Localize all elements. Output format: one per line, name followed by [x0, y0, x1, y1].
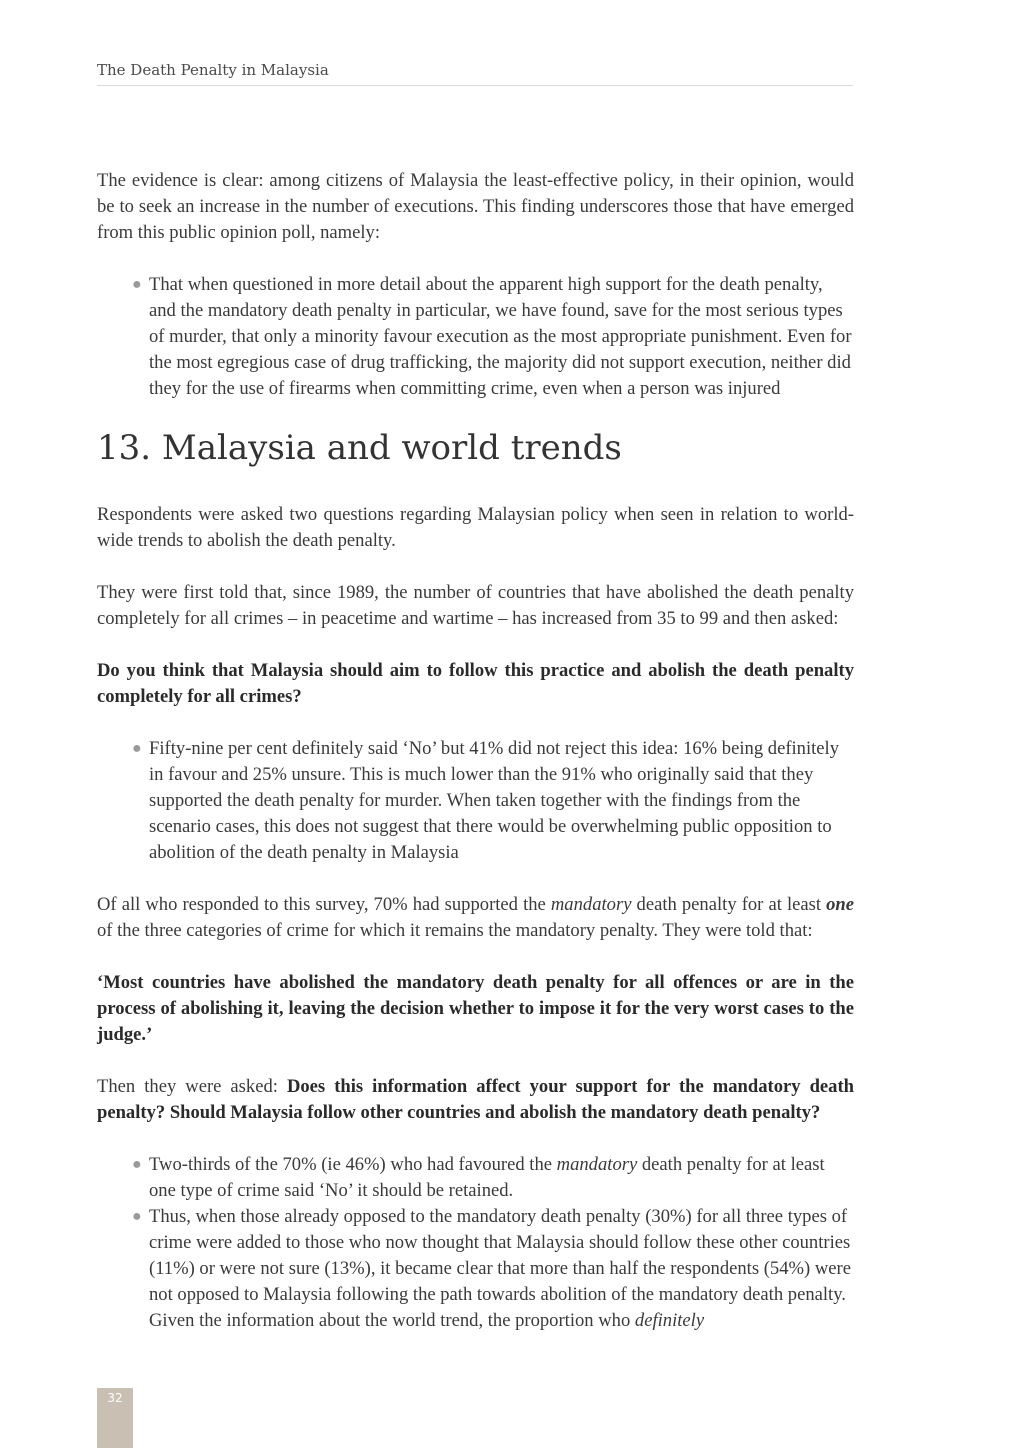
list-item: [132, 736, 854, 866]
text-run: Of all who responded to this survey, 70% had supported the: [97, 894, 551, 915]
running-header: The Death Penalty in Malaysia: [97, 61, 853, 86]
survey-question-2: Does this information affect your support for the mandatory death penalty? Should Malaysia follow other countries and abolish the mandatory death penalty?: [97, 1076, 854, 1123]
intro-paragraph: The evidence is clear: among citizens of Malaysia the least-effective policy, in their opinion, would be to seek an increase in the number of executions. This finding underscores those that have emerged from this public opinion poll, namely:: [97, 170, 854, 243]
section-paragraph-2: They were first told that, since 1989, the number of countries that have abolished the death penalty completely for all crimes – in peacetime and wartime – has increased from 35 to 99 and then asked:: [97, 582, 854, 629]
section-heading: 13. Malaysia and world trends: [97, 428, 622, 468]
findings-list-1: [97, 736, 854, 866]
page-number-tab: [97, 1388, 133, 1448]
text-run: Then they were asked:: [97, 1076, 287, 1097]
bullet-icon: ●: [132, 1156, 142, 1173]
section-paragraph-1: Respondents were asked two questions regarding Malaysian policy when seen in relation to world-wide trends to abolish the death penalty.: [97, 504, 854, 551]
survey-statement-quote: ‘Most countries have abolished the mandatory death penalty for all offences or are in the process of abolishing it, leaving the decision whether to impose it for the very worst cases to the judge.’: [97, 972, 854, 1045]
survey-question-1: Do you think that Malaysia should aim to follow this practice and abolish the death penalty completely for all crimes?: [97, 660, 854, 707]
text-run: death penalty for at least: [631, 894, 827, 915]
page-number: 32: [107, 1391, 123, 1405]
bullet-icon: ●: [132, 276, 142, 293]
list-item: [132, 1204, 854, 1334]
list-item: [132, 1152, 854, 1204]
page-body: [97, 168, 854, 1360]
findings-list-2: [97, 1152, 854, 1334]
italic-run: mandatory: [550, 894, 632, 915]
bold-italic-run: one: [826, 894, 855, 915]
bullet-icon: ●: [132, 1208, 142, 1225]
text-run: Two-thirds of the 70% (ie 46%) who had favoured the: [149, 1154, 557, 1175]
bullet-text: That when questioned in more detail about the apparent high support for the death penalty, and the mandatory death penalty in particular, we have found, save for the most serious types of murder, that only a minority favour execution as the most appropriate punishment. Even for the most egregious case of drug trafficking, the majority did not support execution, neither did they for the use of firearms when committing crime, even when a person was injured: [149, 274, 852, 399]
bullet-text: Fifty-nine per cent definitely said ‘No’ but 41% did not reject this idea: 16% being definitely in favour and 25% unsure. This is much lower than the 91% who originally said that they supported the death penalty for murder. When taken together with the findings from the scenario cases, this does not suggest that there would be overwhelming public opposition to abolition of the death penalty in Malaysia: [149, 738, 840, 863]
italic-run: definitely: [634, 1310, 705, 1331]
list-item: [132, 272, 854, 402]
italic-run: mandatory: [556, 1154, 638, 1175]
section-paragraph-3: [97, 892, 854, 944]
bullet-icon: ●: [132, 740, 142, 757]
text-run: death penalty for at least one type of crime said ‘No’ it should be retained.: [149, 1154, 825, 1201]
text-run: of the three categories of crime for which it remains the mandatory penalty. They were told that:: [97, 920, 813, 941]
intro-bullet-list: [97, 272, 854, 402]
section-paragraph-4: [97, 1074, 854, 1126]
text-run: Thus, when those already opposed to the mandatory death penalty (30%) for all three types of crime were added to those who now thought that Malaysia should follow these other countries (11%) or were not sure (13%), it became clear that more than half the respondents (54%) were not opposed to Malaysia following the path towards abolition of the mandatory death penalty. Given the information about the world trend, the proportion who: [149, 1206, 851, 1331]
